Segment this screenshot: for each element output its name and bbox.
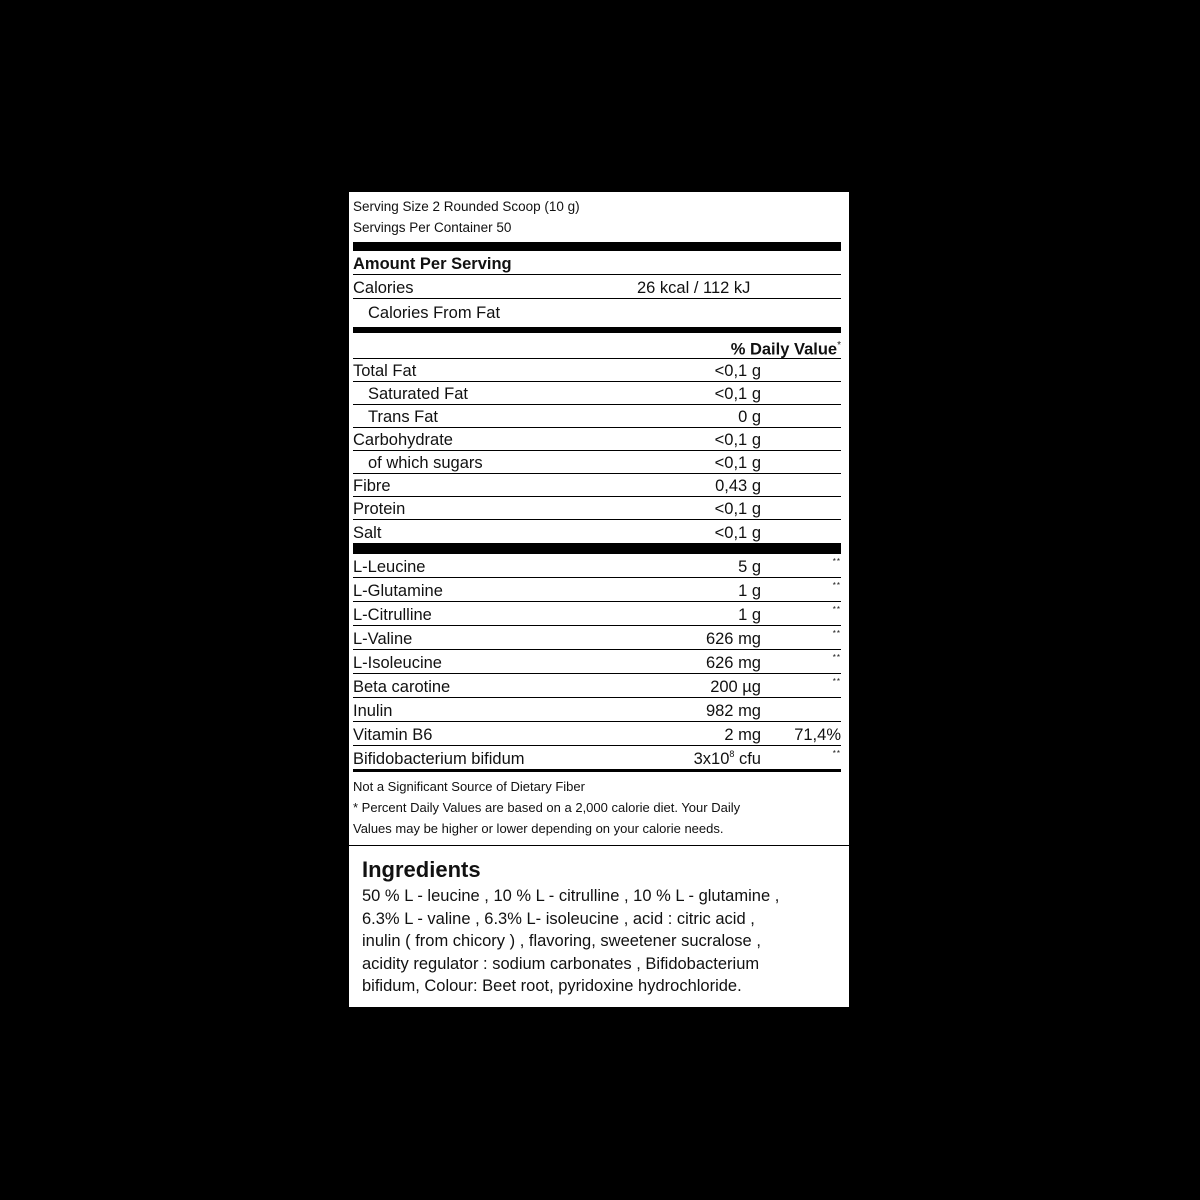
active-amount: 5 g xyxy=(738,558,761,576)
active-row xyxy=(353,650,841,674)
nutrient-amount: <0,1 g xyxy=(714,431,761,449)
active-dv: ** xyxy=(832,677,841,686)
active-row xyxy=(353,602,841,626)
footnote-line-2: * Percent Daily Values are based on a 2,000 calorie diet. Your Daily xyxy=(353,800,741,815)
active-amount: 626 mg xyxy=(705,654,761,672)
bifido-name: Bifidobacterium bifidum xyxy=(353,750,525,768)
ingredients-line: inulin ( from chicory ) , flavoring, sweetener sucralose , xyxy=(362,932,761,951)
nutrient-row xyxy=(353,497,841,520)
active-dv: ** xyxy=(832,557,841,566)
amount-per-serving-row xyxy=(353,251,841,275)
nutrient-name: Total Fat xyxy=(353,362,417,380)
ingredients-line: bifidum, Colour: Beet root, pyridoxine hydrochloride. xyxy=(362,977,742,996)
nutrition-label xyxy=(349,192,849,1007)
active-row xyxy=(353,554,841,578)
nutrient-list xyxy=(353,359,841,543)
active-amount: 1 g xyxy=(738,606,761,624)
nutrient-amount: <0,1 g xyxy=(714,500,761,518)
active-dv: ** xyxy=(832,629,841,638)
active-name: Beta carotine xyxy=(353,678,451,696)
footnote-line-3: Values may be higher or lower depending on your calorie needs. xyxy=(353,821,724,836)
active-name: L-Citrulline xyxy=(353,606,432,624)
nutrient-row xyxy=(353,474,841,497)
active-row xyxy=(353,698,841,722)
nutrient-name: Saturated Fat xyxy=(368,385,468,403)
nutrition-facts-panel xyxy=(353,196,841,846)
nutrient-row xyxy=(353,520,841,543)
active-name: Vitamin B6 xyxy=(353,726,433,744)
active-dv: ** xyxy=(832,581,841,590)
active-name: Inulin xyxy=(353,702,393,720)
active-name: L-Isoleucine xyxy=(353,654,442,672)
calories-from-fat-label: Calories From Fat xyxy=(368,304,501,322)
active-dv: ** xyxy=(832,605,841,614)
nutrient-name: Salt xyxy=(353,524,382,542)
bifido-amount: $3x10^8$ cfu xyxy=(693,749,761,768)
nutrient-row xyxy=(353,382,841,405)
ingredients-line: 6.3% L - valine , 6.3% L- isoleucine , acid : citric acid , xyxy=(362,909,755,928)
active-amount: 626 mg xyxy=(705,630,761,648)
servings-per-container: Servings Per Container 50 xyxy=(353,220,512,235)
bifido-dv: ** xyxy=(832,749,841,758)
nutrient-row xyxy=(353,405,841,428)
bifido-row xyxy=(353,746,841,772)
nutrient-amount: <0,1 g xyxy=(714,454,761,472)
ingredients-text xyxy=(362,885,832,998)
ingredients-line: 50 % L - leucine , 10 % L - citrulline , 10 % L - glutamine , xyxy=(362,887,780,905)
footnotes xyxy=(353,772,841,839)
footnote-line-1: Not a Significant Source of Dietary Fiber xyxy=(353,779,585,794)
active-amount: 200 µg xyxy=(710,678,761,696)
nutrient-amount: 0 g xyxy=(738,408,761,426)
active-amount: 1 g xyxy=(738,582,761,600)
active-row xyxy=(353,722,841,746)
active-amount: 2 mg xyxy=(724,726,761,744)
nutrient-name: of which sugars xyxy=(368,454,483,472)
nutrient-name: Fibre xyxy=(353,477,391,495)
calories-row xyxy=(353,275,841,299)
thick-divider xyxy=(353,242,841,251)
active-dv: 71,4% xyxy=(794,726,841,744)
active-row xyxy=(353,578,841,602)
footnote-divider xyxy=(349,845,849,846)
serving-info xyxy=(353,196,841,238)
calories-from-fat-row xyxy=(353,299,841,323)
nutrient-row xyxy=(353,359,841,382)
active-name: L-Valine xyxy=(353,630,413,648)
nutrient-name: Protein xyxy=(353,500,406,518)
ingredients-line: acidity regulator : sodium carbonates , Bifidobacterium xyxy=(362,954,760,973)
nutrient-amount: <0,1 g xyxy=(714,385,761,403)
active-ingredient-list xyxy=(353,554,841,746)
ingredients-section xyxy=(362,856,832,998)
amount-per-serving-label: Amount Per Serving xyxy=(353,255,512,273)
nutrient-amount: 0,43 g xyxy=(715,477,761,495)
daily-value-mark: * xyxy=(837,340,841,351)
daily-value-header xyxy=(353,333,841,359)
nutrient-amount: <0,1 g xyxy=(714,362,761,380)
active-name: L-Leucine xyxy=(353,558,426,576)
nutrient-name: Trans Fat xyxy=(368,408,438,426)
nutrient-amount: <0,1 g xyxy=(714,524,761,542)
thick-divider xyxy=(353,543,841,554)
nutrient-row xyxy=(353,451,841,474)
nutrient-name: Carbohydrate xyxy=(353,431,453,449)
calories-label: Calories xyxy=(353,279,414,297)
active-row xyxy=(353,674,841,698)
active-row xyxy=(353,626,841,650)
active-amount: 982 mg xyxy=(705,702,761,720)
ingredients-title: Ingredients xyxy=(362,857,481,882)
active-dv: ** xyxy=(832,653,841,662)
nutrient-row xyxy=(353,428,841,451)
serving-size: Serving Size 2 Rounded Scoop (10 g) xyxy=(353,199,580,214)
daily-value-header-text: % Daily Value xyxy=(730,340,838,359)
active-name: L-Glutamine xyxy=(353,582,443,600)
calories-value: 26 kcal / 112 kJ xyxy=(637,279,751,297)
